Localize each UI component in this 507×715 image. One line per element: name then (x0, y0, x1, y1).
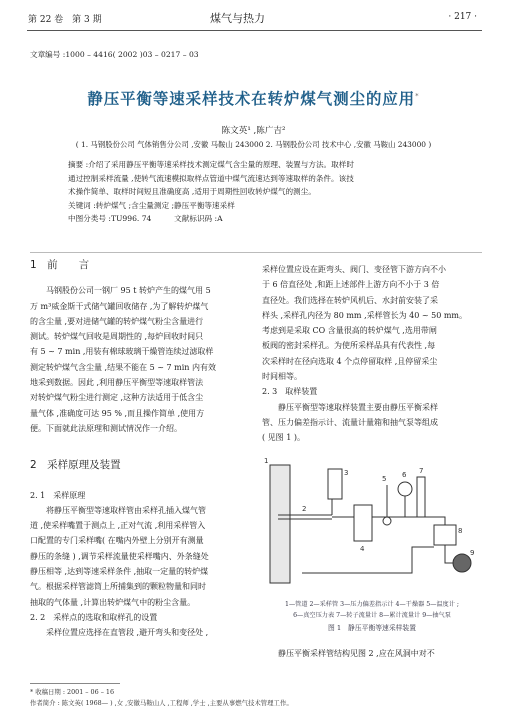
body-line: 次采样时在径向选取 4 个点停留取样 ,且停留采尘 (262, 356, 438, 366)
label-3: 3 (344, 469, 349, 477)
rotameter (417, 477, 425, 517)
label-6: 6 (402, 471, 407, 479)
paper-title-text: 静压平衡等速采样技术在转炉煤气测尘的应用 (87, 90, 416, 108)
section-2-heading: 2 采样原理及装置 (30, 459, 121, 472)
label-9: 9 (470, 549, 475, 557)
body-line: 测定转炉煤气含尘量 ,结果不能在 5 ~ 7 min 内有效 (30, 362, 216, 372)
body-line: 马钢股份公司一钢厂 95 t 转炉产生的煤气用 5 (30, 286, 211, 296)
body-line: 采样位置应设在距弯头、阀门、变径管下游方向不小 (262, 265, 446, 274)
body-line: 时间相等。 (262, 372, 302, 382)
body-line: 量气体 ,准确度可达 95 % ,而且操作简单 ,使用方 (30, 408, 205, 418)
body-line: 对转炉煤气粉尘进行测定 ,这种方法适用于低含尘 (30, 393, 204, 403)
body-line: 道 ,使采样嘴置于测点上 ,正对气流 ,利用采样管入 (30, 521, 206, 531)
body-line: 静压的条缝 ) ,调节采样流量使采样嘴内、外条缝处 (30, 551, 209, 561)
body-line: 于 6 倍直径处 ,和距上述部件上游方向不小于 3 倍 (262, 280, 440, 290)
abstract-block (68, 158, 448, 226)
flow-totalizer (434, 525, 456, 545)
figure-legend-line: 1—管道 2—采样管 3—压力偏差指示计 4—干燥器 5—温度计 ; (285, 601, 459, 608)
keywords: 关键词 :转炉煤气 ;含尘量测定 ;静压平衡等速采样 (68, 200, 235, 210)
body-line: 采样位置应选择在直管段 ,避开弯头和变径处 , (30, 628, 209, 638)
section-2-3-heading: 2. 3 取样装置 (262, 387, 318, 397)
label-5: 5 (382, 475, 387, 483)
body-line: 地采到数据。因此 ,利用静压平衡型等速取样管法 (30, 378, 204, 388)
body-line: 测试。转炉煤气回收是周期性的 ,每炉回收时间只 (30, 332, 204, 342)
body-line: 考虑到是采取 CO 含量很高的转炉煤气 ,选用带闸 (262, 326, 437, 336)
body-line: 口配置的专门采样嘴( 在嘴内外壁上分别开有测量 (30, 536, 204, 546)
body-line: 静压平衡采样管结构见图 2 ,应在风洞中对不 (262, 649, 435, 658)
pipe-duct (270, 465, 290, 583)
body-line: 有 5 ~ 7 min ,用装有棉球玻璃干燥管连续过滤取样 (30, 347, 214, 357)
section-2-2-heading: 2. 2 采样点的选取和取样孔的设置 (30, 612, 158, 622)
figure-caption: 图 1 静压平衡等速采样装置 (327, 624, 417, 632)
suction-pump (453, 554, 471, 572)
body-line: 管、压力偏差指示计、流量计量箱和抽气泵等组成 (262, 417, 438, 427)
header-rule (27, 30, 482, 31)
body-line: 样头 ,采样孔内径为 80 mm ,采样管长为 40 ~ 50 mm。 (262, 310, 468, 320)
affiliation: ( 1. 马钢股份公司 气体销售分公司 ,安徽 马鞍山 243000 2. 马钢股份公司 技术中心 ,安徽 马鞍山 243000 ) (75, 140, 432, 149)
authors: 陈文英¹ ,陈广吉² (221, 126, 286, 136)
article-number: 文章编号 :1000 – 4416( 2002 )03 – 0217 – 03 (30, 50, 199, 59)
pressure-indicator (328, 469, 342, 499)
right-column-tail (262, 646, 484, 661)
abstract-line: 通过控制采样流量 ,使转气流速模拟取样点管道中煤气流速达到等速取样的条件。该技 (68, 173, 354, 183)
body-line: 直径处。我们选择在转炉风机后、水封前安装了采 (262, 295, 438, 305)
classification: 中图分类号 :TU996. 74 文献标识码 :A (68, 214, 223, 223)
abstract-line: 术操作简单、取样时间短且准确度高 ,适用于周期性回收转炉煤气的测尘。 (68, 187, 316, 196)
received-date: * 收稿日期 : 2001 – 06 – 16 (30, 688, 115, 696)
issue-info: 第 22 卷 第 3 期 (28, 15, 102, 25)
label-7: 7 (419, 467, 424, 475)
page-number: · 217 · (448, 12, 477, 22)
body-line: 将静压平衡型等速取样管由采样孔插入煤气管 (30, 505, 206, 515)
title-footnote-mark: * (415, 91, 420, 100)
label-4: 4 (360, 545, 365, 553)
body-line: 静压平衡型等速取样装置主要由静压平衡采样 (262, 402, 438, 412)
vacuum-gauge (398, 482, 412, 496)
author-bio: 作者简介 : 陈文英( 1968— ) ,女 ,安徽马鞍山人 ,工程师 ,学士 ,主要从事燃气技术管理工作。 (30, 699, 293, 707)
abstract-rule (30, 252, 482, 253)
body-line: 板阀的密封采样孔。为使所采样品具有代表性 ,每 (262, 341, 436, 351)
running-header (0, 10, 507, 26)
body-line: 便。下面就此法原理和测试情况作一介绍。 (30, 423, 182, 433)
body-line: 万 m³威金斯干式储气罐回收储存 ,为了解转炉煤气 (30, 301, 209, 311)
footnote-rule (30, 683, 120, 684)
section-2-1-heading: 2. 1 采样原理 (30, 490, 86, 500)
section-1-heading: 1 前 言 (30, 259, 90, 271)
left-column (30, 258, 252, 641)
sampling-apparatus-figure (262, 455, 482, 595)
dryer (354, 505, 372, 541)
body-line: 的含尘量 ,要对进储气罐的转炉煤气粉尘含量进行 (30, 316, 204, 326)
right-column (262, 262, 484, 446)
body-line: ( 见图 1 )。 (262, 433, 305, 443)
body-line: 抽取的气体量 ,计算出转炉煤气中的粉尘含量。 (30, 597, 196, 607)
label-1: 1 (264, 457, 269, 465)
journal-name: 煤气与热力 (210, 12, 265, 25)
paper-title (0, 87, 507, 109)
body-line: 气。根据采样管滤筒上所捕集到的颗粒物量和同时 (30, 582, 206, 592)
label-2: 2 (302, 505, 307, 513)
figure-legend-line: 6—真空压力表 7—转子流量计 8—累计流量计 9—抽气泵 (293, 612, 451, 619)
body-line: 静压相等 ,达到等速采样条件 ,抽取一定量的转炉煤 (30, 567, 209, 577)
abstract-line: 摘要 :介绍了采用静压平衡等速采样技术测定煤气含尘量的原理、装置与方法。取样时 (68, 160, 354, 169)
label-8: 8 (458, 527, 463, 535)
